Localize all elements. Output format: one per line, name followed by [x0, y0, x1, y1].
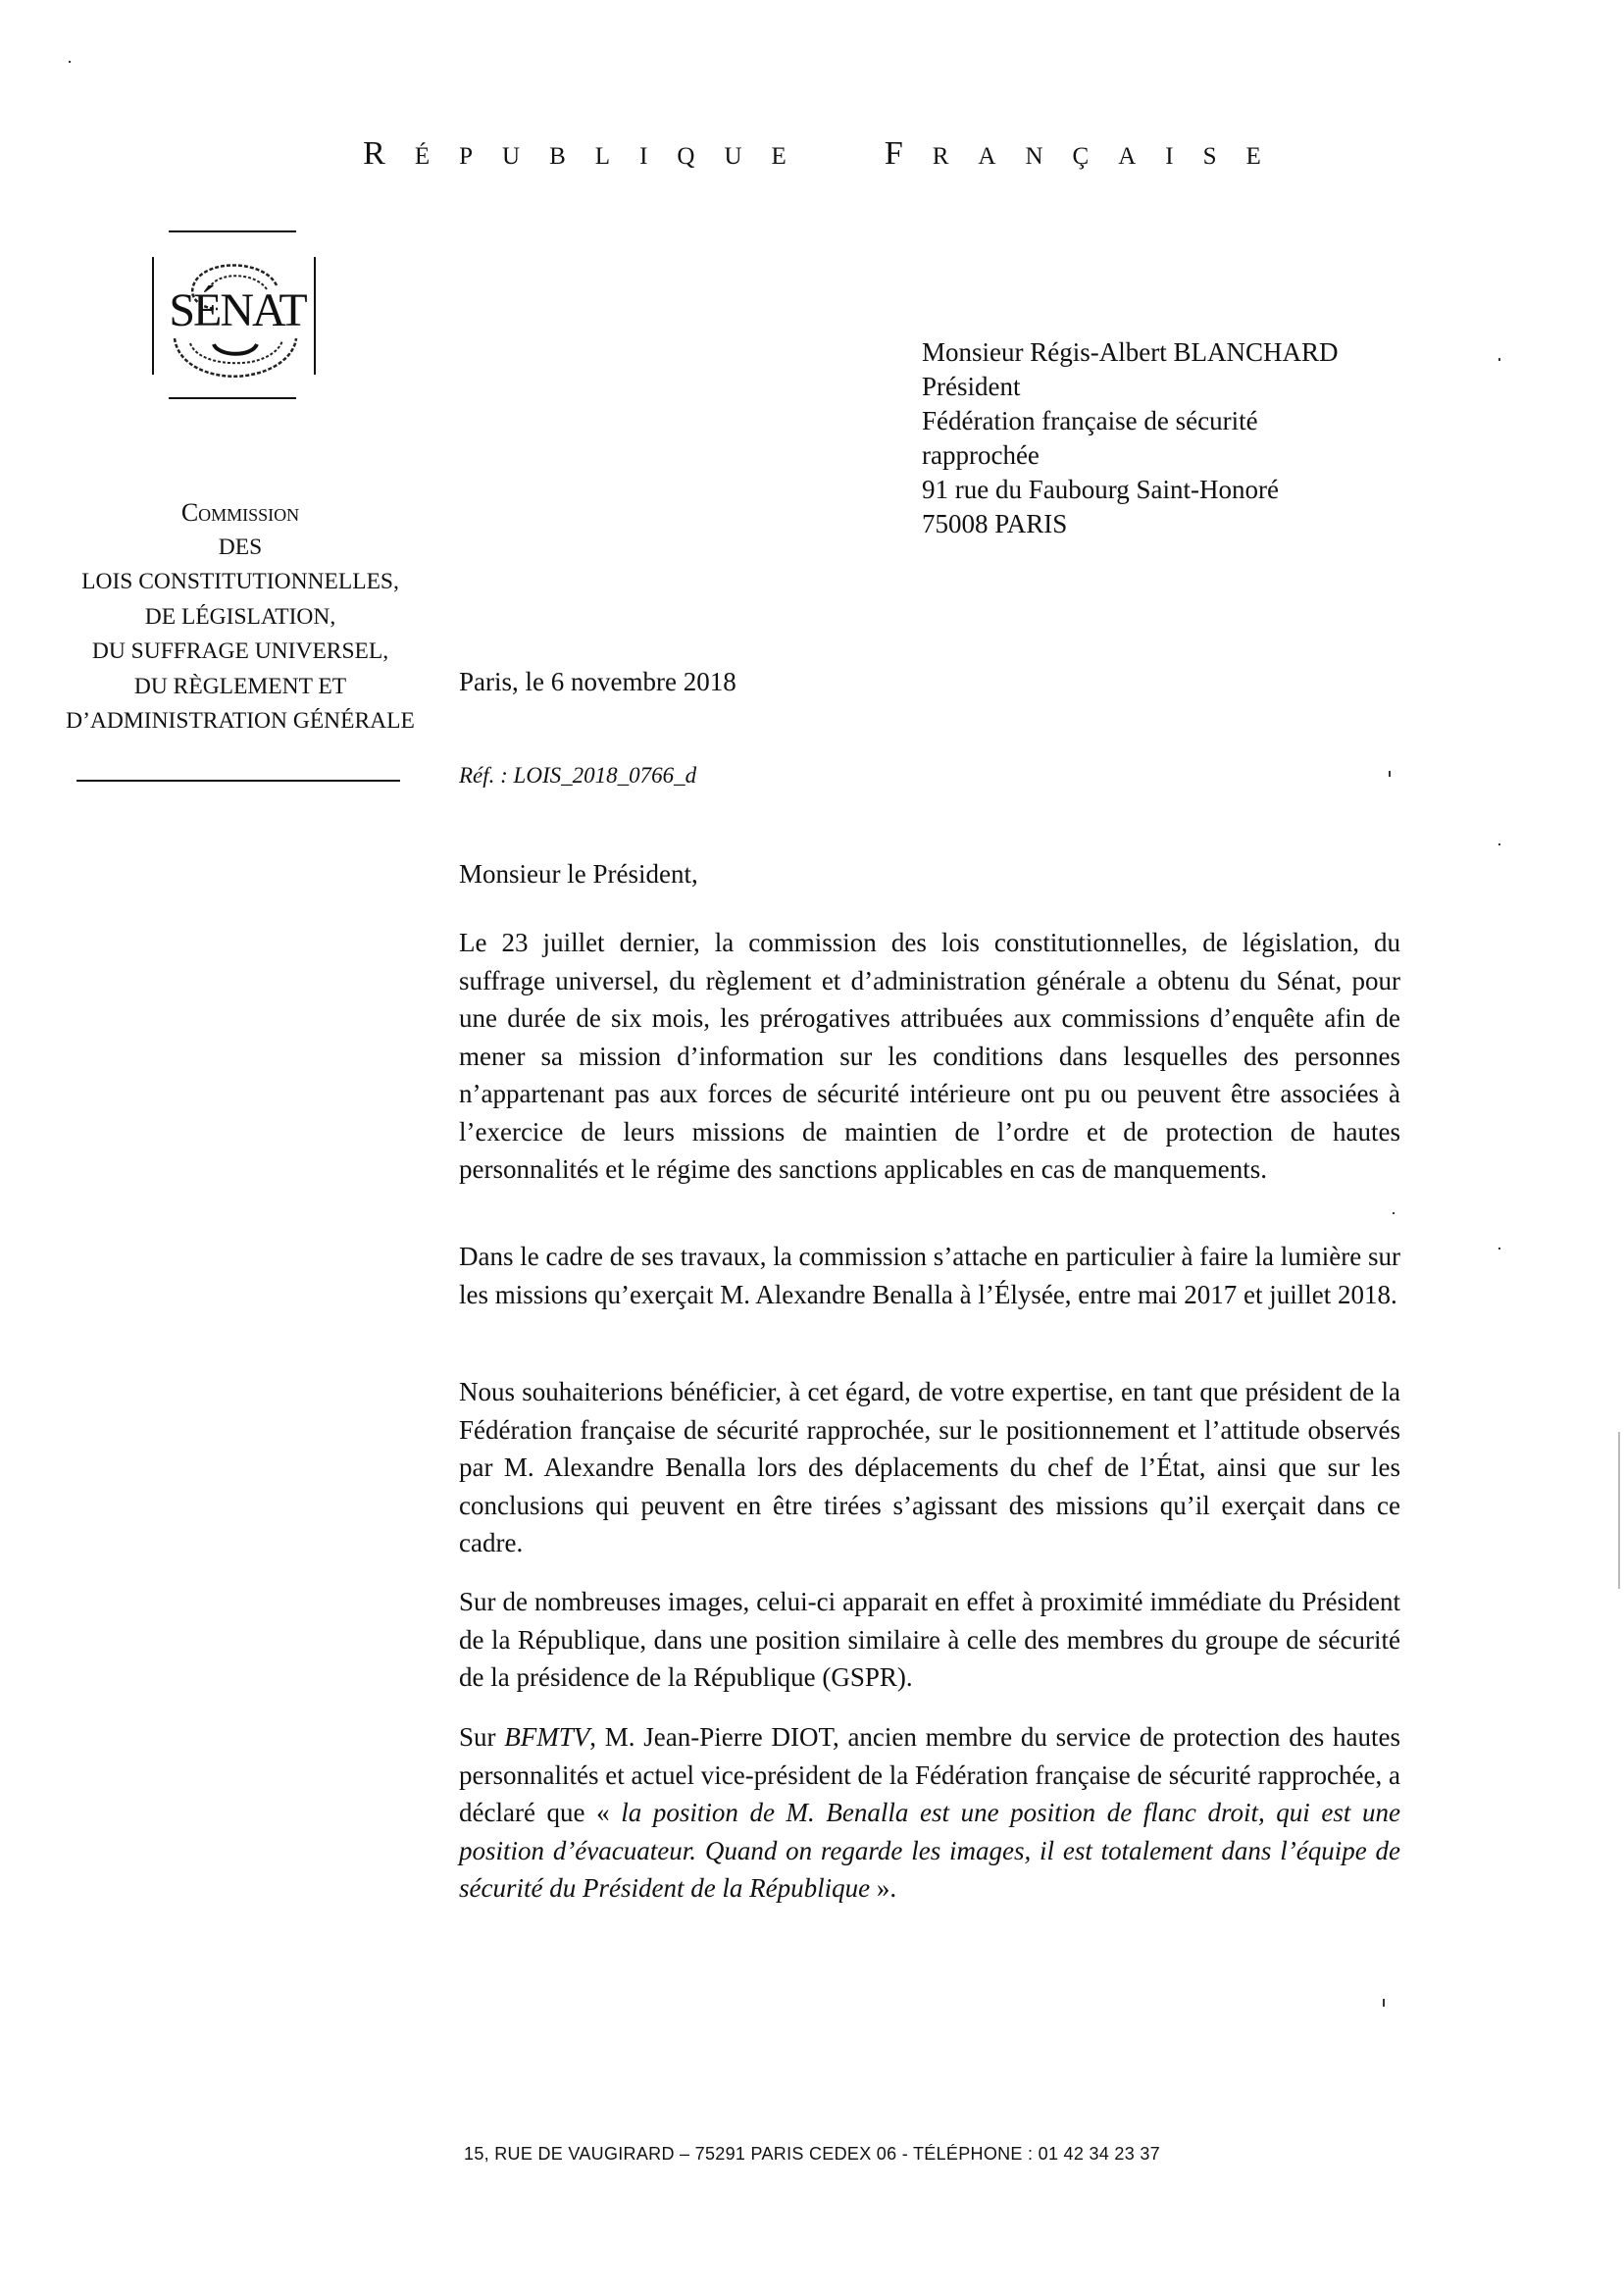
heading-letter: R — [363, 135, 385, 172]
heading-word — [348, 135, 801, 173]
heading-letter: U — [724, 143, 742, 170]
scan-speck — [1498, 358, 1500, 361]
logo-bottom-rule — [169, 397, 296, 399]
paragraph-text — [459, 1718, 1400, 1908]
heading-letter: B — [549, 143, 566, 170]
paragraph-text: Sur de nombreuses images, celui-ci apparait en effet à proximité immédiate du Président de la République, dans une position similaire à celle des membres du groupe de sécurité de la présidence de la République (GSPR). — [459, 1587, 1400, 1692]
body-paragraph-quote — [459, 1718, 1400, 1908]
recipient-street: 91 rue du Faubourg Saint-Honoré — [922, 475, 1279, 504]
commission-line: DU SUFFRAGE UNIVERSEL, — [91, 638, 389, 664]
paragraph-suffix: ». — [870, 1873, 897, 1903]
recipient-city: 75008 PARIS — [922, 509, 1068, 538]
scan-speck — [1383, 1999, 1385, 2007]
heading-word — [870, 135, 1276, 173]
republique-francaise-heading — [0, 135, 1624, 173]
paragraph-text: Nous souhaiterions bénéficier, à cet égard, de votre expertise, en tant que président de la Fédération française de sécurité rapprochée, sur le positionnement et l’attitude observés par M. Alexandre Benalla lors des déplacements du chef de l’État, ainsi que sur les conclusions qui peuvent en être tirées s’agissant des missions qu’il exerçait dans ce cadre. — [459, 1377, 1400, 1557]
recipient-organization: Fédération française de sécurité — [922, 406, 1258, 435]
paragraph-prefix: Sur — [459, 1722, 505, 1752]
scan-speck — [1498, 1248, 1500, 1249]
body-paragraph — [459, 1238, 1400, 1313]
commission-line: LOIS CONSTITUTIONNELLES, — [81, 569, 399, 594]
heading-letter: E — [771, 143, 787, 170]
paragraph-text: Le 23 juillet dernier, la commission des lois constitutionnelles, de législation, du suffrage universel, du règlement et d’administration générale a obtenu du Sénat, pour une durée de six mois, les prérogatives attribuées aux commissions d’enquête afin de mener sa mission d’information sur les conditions dans lesquelles des personnes n’appartenant pas aux forces de sécurité intérieure ont pu ou peuvent être associées à l’exercice de leurs missions de maintien de l’ordre et de protection de hautes personnalités et le régime des sanctions applicables en cas de manquements. — [459, 928, 1400, 1184]
senat-logo — [147, 230, 324, 402]
body-paragraph — [459, 1373, 1400, 1562]
heading-letter: A — [978, 143, 996, 170]
senat-wordmark: SÉNAT — [169, 284, 306, 336]
logo-top-rule — [169, 230, 296, 232]
media-source: BFMTV — [504, 1722, 590, 1752]
heading-letter: E — [1245, 143, 1261, 170]
recipient-title: Président — [922, 372, 1021, 401]
quoted-statement: la position de M. Benalla est une position de flanc droit, qui est une position d’évacuateur. Quand on regarde les images, il est totalement dans l’équipe de sécurité du Président de la République — [459, 1798, 1400, 1903]
heading-letter: Ç — [1072, 143, 1090, 170]
heading-letter: I — [1165, 143, 1174, 170]
commission-divider — [76, 780, 400, 782]
letter-reference: Réf. : LOIS_2018_0766_d — [459, 763, 697, 788]
heading-letter: A — [1118, 143, 1137, 170]
paragraph-text: Dans le cadre de ses travaux, la commission s’attache en particulier à faire la lumière sur les missions qu’exerçait M. Alexandre Benalla à l’Élysée, entre mai 2017 et juillet 2018. — [459, 1242, 1400, 1309]
footer-address: 15, RUE DE VAUGIRARD – 75291 PARIS CEDEX 06 - TÉLÉPHONE : 01 42 34 23 37 — [464, 2144, 1160, 2164]
letter-salutation: Monsieur le Président, — [459, 859, 698, 889]
commission-line: D’ADMINISTRATION GÉNÉRALE — [66, 708, 415, 734]
heading-letter: N — [1025, 143, 1043, 170]
paragraph-middle: , M. Jean-Pierre DIOT, ancien membre du service de protection des hautes personnalités et actuel vice-président de la Fédération française de sécurité rapprochée, a déclaré que « — [459, 1722, 1400, 1827]
heading-letter: R — [932, 143, 949, 170]
heading-letter: L — [594, 143, 611, 170]
body-paragraph — [459, 924, 1400, 1189]
heading-letter: P — [459, 143, 474, 170]
heading-letter: Q — [677, 143, 695, 170]
heading-letter: F — [884, 135, 903, 172]
scan-speck — [1498, 843, 1500, 845]
letter-date: Paris, le 6 novembre 2018 — [459, 667, 736, 696]
scan-speck — [1393, 1212, 1395, 1214]
heading-letter: U — [502, 143, 521, 170]
logo-left-rule — [152, 257, 154, 375]
commission-line: Commission — [180, 498, 300, 527]
heading-letter: S — [1202, 143, 1217, 170]
scan-speck — [69, 61, 71, 63]
recipient-address — [922, 335, 1338, 541]
commission-name — [59, 495, 422, 739]
commission-line: DU RÈGLEMENT ET — [133, 673, 347, 699]
heading-letter: I — [639, 143, 648, 170]
recipient-name: Monsieur Régis-Albert BLANCHARD — [922, 337, 1339, 367]
scan-speck — [1389, 771, 1391, 777]
recipient-organization-cont: rapprochée — [922, 440, 1040, 470]
heading-letter: É — [414, 143, 431, 170]
scan-edge — [1618, 1432, 1620, 1589]
commission-line: DES — [218, 534, 263, 560]
body-paragraph — [459, 1583, 1400, 1697]
commission-line: DE LÉGISLATION, — [144, 603, 336, 630]
